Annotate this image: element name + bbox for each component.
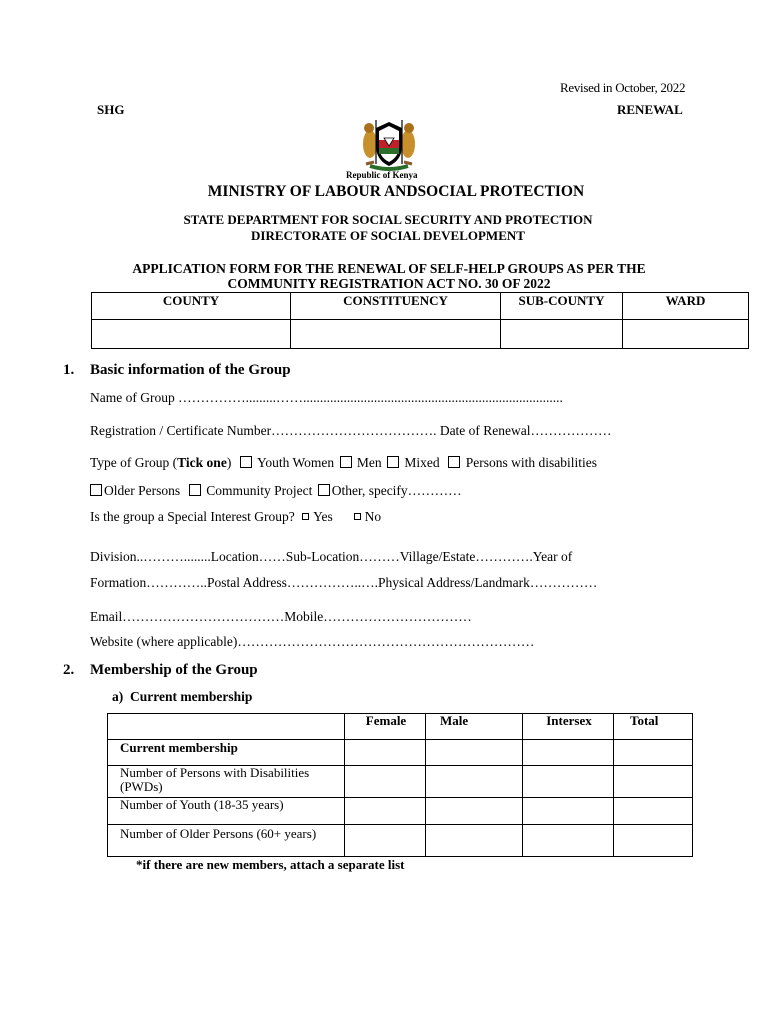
cell-input[interactable]: [614, 766, 693, 798]
membership-corner-cell: [108, 714, 345, 740]
cell-input[interactable]: [345, 825, 426, 857]
membership-table: [107, 713, 693, 857]
older-persons-label: Older Persons: [104, 483, 181, 498]
coat-of-arms-emblem: [356, 116, 422, 172]
constituency-header: CONSTITUENCY: [291, 293, 501, 320]
special-interest-question: Is the group a Special Interest Group?: [90, 509, 295, 524]
community-project-label: Community Project: [206, 483, 313, 498]
county-header: COUNTY: [92, 293, 291, 320]
youth-checkbox[interactable]: [240, 456, 252, 468]
cell-input[interactable]: [523, 825, 614, 857]
tick-one-label: Tick one: [177, 455, 227, 470]
no-label: No: [364, 509, 382, 524]
other-checkbox[interactable]: [318, 484, 330, 496]
yes-label: Yes: [313, 509, 333, 524]
cell-input[interactable]: [614, 740, 693, 766]
email-mobile-field[interactable]: Email………………………………Mobile……………………………: [90, 609, 472, 624]
subsection-a-title: Current membership: [130, 689, 253, 704]
cell-input[interactable]: [523, 740, 614, 766]
section2-number: 2.: [63, 662, 75, 678]
cell-input[interactable]: [614, 798, 693, 825]
constituency-field[interactable]: [291, 320, 501, 349]
men-checkbox[interactable]: [387, 456, 399, 468]
cell-input[interactable]: [523, 766, 614, 798]
other-specify-label[interactable]: Other, specify…………: [331, 483, 462, 498]
revision-date: Revised in October, 2022: [560, 80, 686, 95]
registration-field[interactable]: Registration / Certificate Number………………………………. Date of Renewal………………: [90, 423, 612, 438]
group-type-row2: [90, 483, 462, 499]
female-header: Female: [345, 714, 426, 740]
cell-input[interactable]: [426, 740, 523, 766]
table-row: [108, 740, 693, 766]
row-current-membership: Current membership: [108, 740, 345, 766]
group-type-row: [90, 455, 597, 471]
cell-input[interactable]: [345, 798, 426, 825]
state-department-title: STATE DEPARTMENT FOR SOCIAL SECURITY AND PROTECTION: [183, 212, 593, 227]
county-field[interactable]: [92, 320, 291, 349]
mixed-label: Mixed: [404, 455, 440, 470]
location-table: [91, 292, 749, 349]
cell-input[interactable]: [345, 766, 426, 798]
form-type-label: RENEWAL: [617, 102, 683, 117]
cell-input[interactable]: [345, 740, 426, 766]
new-members-note: *if there are new members, attach a separate list: [136, 857, 405, 872]
coat-caption: Republic of Kenya: [346, 170, 418, 180]
special-interest-row: [90, 509, 381, 525]
row-older-persons: Number of Older Persons (60+ years): [108, 825, 345, 857]
table-row: [108, 825, 693, 857]
division-location-field[interactable]: Division..………........Location……Sub-Location………Village/Estate………….Year of: [90, 549, 573, 564]
table-row: [108, 798, 693, 825]
form-title-line1: APPLICATION FORM FOR THE RENEWAL OF SELF-HELP GROUPS AS PER THE: [132, 261, 646, 276]
men-label: Men: [356, 455, 382, 470]
form-title: [0, 261, 768, 291]
mixed-checkbox[interactable]: [448, 456, 460, 468]
women-checkbox[interactable]: [340, 456, 352, 468]
community-project-checkbox[interactable]: [189, 484, 201, 496]
cell-input[interactable]: [426, 766, 523, 798]
women-label: Women: [292, 455, 335, 470]
ward-header: WARD: [623, 293, 749, 320]
older-persons-checkbox[interactable]: [90, 484, 102, 496]
website-field[interactable]: Website (where applicable)…………………………………………………………: [90, 634, 535, 649]
group-name-field[interactable]: Name of Group …………….........…….............................................................................: [90, 390, 563, 405]
subsection-a: [112, 689, 252, 705]
yes-checkbox[interactable]: [302, 513, 309, 520]
directorate-title: DIRECTORATE OF SOCIAL DEVELOPMENT: [251, 228, 525, 243]
formation-address-field[interactable]: Formation…………..Postal Address……………..….Physical Address/Landmark……………: [90, 575, 598, 590]
form-code-label: SHG: [97, 102, 125, 117]
cell-input[interactable]: [523, 798, 614, 825]
intersex-header: Intersex: [523, 714, 614, 740]
section1-heading: Basic information of the Group: [90, 362, 291, 378]
youth-label: Youth: [256, 455, 290, 470]
no-checkbox[interactable]: [354, 513, 361, 520]
cell-input[interactable]: [614, 825, 693, 857]
pwd-label: Persons with disabilities: [465, 455, 598, 470]
cell-input[interactable]: [426, 825, 523, 857]
section1-number: 1.: [63, 362, 75, 378]
table-row: [108, 766, 693, 798]
cell-input[interactable]: [426, 798, 523, 825]
row-youth: Number of Youth (18-35 years): [108, 798, 345, 825]
subsection-a-label: a): [112, 689, 124, 704]
department-block: [0, 212, 768, 244]
section2-heading: Membership of the Group: [90, 662, 258, 678]
group-type-label: Type of Group (: [90, 455, 178, 470]
sub-county-header: SUB-COUNTY: [501, 293, 623, 320]
ward-field[interactable]: [623, 320, 749, 349]
sub-county-field[interactable]: [501, 320, 623, 349]
group-type-close: ): [226, 455, 232, 470]
row-pwds: Number of Persons with Disabilities (PWDs): [108, 766, 345, 798]
form-title-line2: COMMUNITY REGISTRATION ACT NO. 30 OF 2022: [227, 276, 551, 291]
ministry-title: MINISTRY OF LABOUR ANDSOCIAL PROTECTION: [207, 183, 585, 200]
total-header: Total: [614, 714, 693, 740]
male-header: Male: [426, 714, 523, 740]
